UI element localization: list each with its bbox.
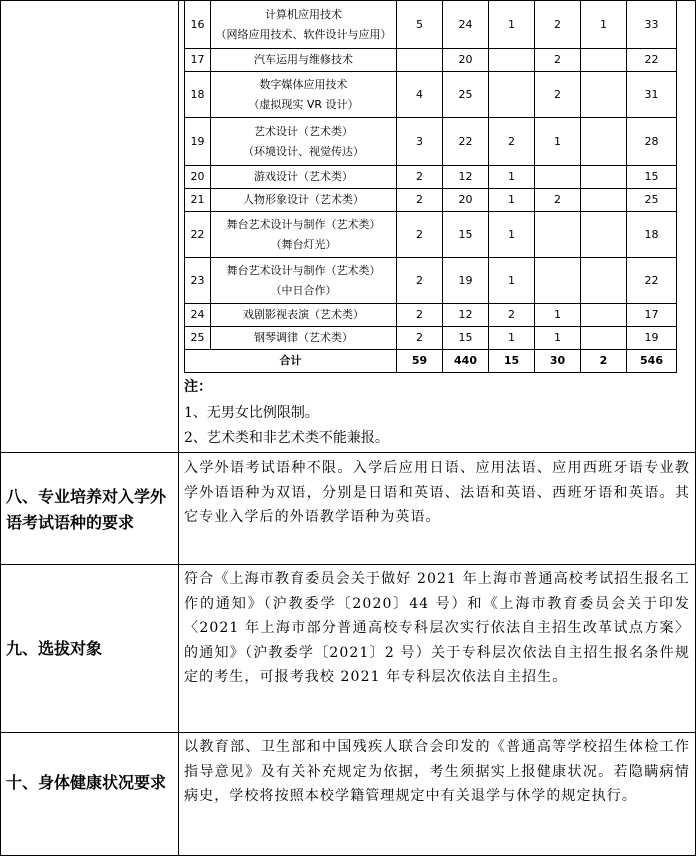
table-row xyxy=(185,189,677,212)
row-total-cell: 17 xyxy=(627,304,677,327)
quota-cell: 2 xyxy=(397,327,443,350)
quota-cell: 2 xyxy=(397,166,443,189)
quota-cell xyxy=(489,49,535,72)
row-total-cell: 22 xyxy=(627,258,677,304)
section-divider xyxy=(0,564,696,565)
quota-cell: 22 xyxy=(443,118,489,166)
quota-cell: 1 xyxy=(535,118,581,166)
quota-cell xyxy=(581,49,627,72)
quota-cell xyxy=(581,189,627,212)
quota-cell: 1 xyxy=(535,304,581,327)
section-divider xyxy=(0,732,696,733)
major-name-cell: 舞台艺术设计与制作（艺术类） （中日合作） xyxy=(211,258,397,304)
quota-cell: 1 xyxy=(489,1,535,49)
total-label-cell: 合计 xyxy=(185,350,397,373)
row-total-cell: 31 xyxy=(627,72,677,118)
quota-cell: 12 xyxy=(443,166,489,189)
quota-cell xyxy=(581,304,627,327)
grand-total-cell: 2 xyxy=(581,350,627,373)
quota-cell: 12 xyxy=(443,304,489,327)
row-number-cell: 23 xyxy=(185,258,211,304)
row-number-cell: 19 xyxy=(185,118,211,166)
major-name-cell: 游戏设计（艺术类） xyxy=(211,166,397,189)
quota-cell: 2 xyxy=(489,118,535,166)
table-row xyxy=(185,258,677,304)
quota-cell xyxy=(581,166,627,189)
section-divider xyxy=(0,452,696,453)
quota-cell: 24 xyxy=(443,1,489,49)
row-number-cell: 21 xyxy=(185,189,211,212)
quota-cell: 5 xyxy=(397,1,443,49)
quota-cell: 4 xyxy=(397,72,443,118)
quota-cell xyxy=(535,166,581,189)
major-name-cell: 舞台艺术设计与制作（艺术类） （舞台灯光） xyxy=(211,212,397,258)
quota-cell xyxy=(489,72,535,118)
quota-cell: 3 xyxy=(397,118,443,166)
row-total-cell: 15 xyxy=(627,166,677,189)
section-text-foreign-language: 入学外语考试语种不限。入学后应用日语、应用法语、应用西班牙语专业教学外语语种为双语，分别是日语和英语、法语和英语、西班牙语和英语。其它专业入学后的外语教学语种为英语。 xyxy=(184,460,690,525)
quota-cell xyxy=(581,212,627,258)
quota-cell: 2 xyxy=(397,212,443,258)
row-number-cell: 24 xyxy=(185,304,211,327)
notes-title: 注： xyxy=(184,379,212,395)
major-name-cell: 计算机应用技术 （网络应用技术、软件设计与应用） xyxy=(211,1,397,49)
quota-cell: 2 xyxy=(535,189,581,212)
quota-cell: 1 xyxy=(489,327,535,350)
table-total-row xyxy=(185,350,677,373)
row-number-cell: 18 xyxy=(185,72,211,118)
row-total-cell: 33 xyxy=(627,1,677,49)
table-row xyxy=(185,1,677,49)
grand-total-cell: 15 xyxy=(489,350,535,373)
row-total-cell: 22 xyxy=(627,49,677,72)
quota-cell xyxy=(535,258,581,304)
section-text-selection-target: 符合《上海市教育委员会关于做好 2021 年上海市普通高校考试招生报名工作的通知》（沪教委学〔2020〕44 号）和《上海市教育委员会关于印发〈2021 年上海市部分普通高校专科层次实行依法自主招生改革试点方案〉的通知》（沪教委学〔2021〕2 号）关于专科层次依法自主招生报名条件规定的考生，可报考我校 2021 年专科层次依法自主招生。 xyxy=(184,571,690,685)
section-label-selection-target: 九、选拔对象 xyxy=(6,639,103,658)
label-column-divider xyxy=(178,0,179,856)
major-name-cell: 汽车运用与维修技术 xyxy=(211,49,397,72)
quota-cell: 2 xyxy=(489,304,535,327)
row-total-cell: 28 xyxy=(627,118,677,166)
row-number-cell: 25 xyxy=(185,327,211,350)
grand-total-cell: 440 xyxy=(443,350,489,373)
major-name-cell: 数字媒体应用技术 （虚拟现实 VR 设计） xyxy=(211,72,397,118)
note-item: 2、艺术类和非艺术类不能兼报。 xyxy=(184,430,389,446)
quota-cell xyxy=(535,212,581,258)
note-item: 1、无男女比例限制。 xyxy=(184,405,319,421)
table-row xyxy=(185,304,677,327)
enrollment-plan-table xyxy=(184,0,677,373)
row-total-cell: 19 xyxy=(627,327,677,350)
major-name-cell: 人物形象设计（艺术类） xyxy=(211,189,397,212)
row-number-cell: 16 xyxy=(185,1,211,49)
row-total-cell: 18 xyxy=(627,212,677,258)
table-row xyxy=(185,72,677,118)
table-row xyxy=(185,49,677,72)
quota-cell xyxy=(581,258,627,304)
quota-cell xyxy=(581,118,627,166)
quota-cell xyxy=(397,49,443,72)
quota-cell: 2 xyxy=(535,72,581,118)
row-number-cell: 20 xyxy=(185,166,211,189)
row-total-cell: 25 xyxy=(627,189,677,212)
quota-cell xyxy=(581,72,627,118)
quota-cell: 1 xyxy=(535,327,581,350)
quota-cell xyxy=(581,327,627,350)
quota-cell: 2 xyxy=(397,189,443,212)
major-name-cell: 艺术设计（艺术类） （环境设计、视觉传达） xyxy=(211,118,397,166)
row-number-cell: 17 xyxy=(185,49,211,72)
row-number-cell: 22 xyxy=(185,212,211,258)
quota-cell: 2 xyxy=(535,1,581,49)
quota-cell: 2 xyxy=(397,258,443,304)
quota-cell: 15 xyxy=(443,327,489,350)
quota-cell: 19 xyxy=(443,258,489,304)
section-label-health-requirement: 十、身体健康状况要求 xyxy=(6,773,167,792)
table-row xyxy=(185,166,677,189)
grand-total-cell: 30 xyxy=(535,350,581,373)
quota-cell: 1 xyxy=(489,189,535,212)
table-row xyxy=(185,212,677,258)
table-row xyxy=(185,118,677,166)
quota-cell: 1 xyxy=(489,212,535,258)
major-name-cell: 戏剧影视表演（艺术类） xyxy=(211,304,397,327)
quota-cell: 1 xyxy=(489,258,535,304)
table-row xyxy=(185,327,677,350)
quota-cell: 2 xyxy=(397,304,443,327)
quota-cell: 1 xyxy=(581,1,627,49)
quota-cell: 1 xyxy=(489,166,535,189)
grand-total-cell: 59 xyxy=(397,350,443,373)
section-label-foreign-language: 八、专业培养对入学外语考试语种的要求 xyxy=(6,487,167,532)
quota-cell: 15 xyxy=(443,212,489,258)
quota-cell: 20 xyxy=(443,189,489,212)
section-text-health-requirement: 以教育部、卫生部和中国残疾人联合会印发的《普通高等学校招生体检工作指导意见》及有关补充规定为依据，考生须据实上报健康状况。若隐瞒病情病史，学校将按照本校学籍管理规定中有关退学与休学的规定执行。 xyxy=(184,739,690,804)
grand-total-cell: 546 xyxy=(627,350,677,373)
quota-cell: 25 xyxy=(443,72,489,118)
quota-cell: 20 xyxy=(443,49,489,72)
quota-cell: 2 xyxy=(535,49,581,72)
major-name-cell: 钢琴调律（艺术类） xyxy=(211,327,397,350)
